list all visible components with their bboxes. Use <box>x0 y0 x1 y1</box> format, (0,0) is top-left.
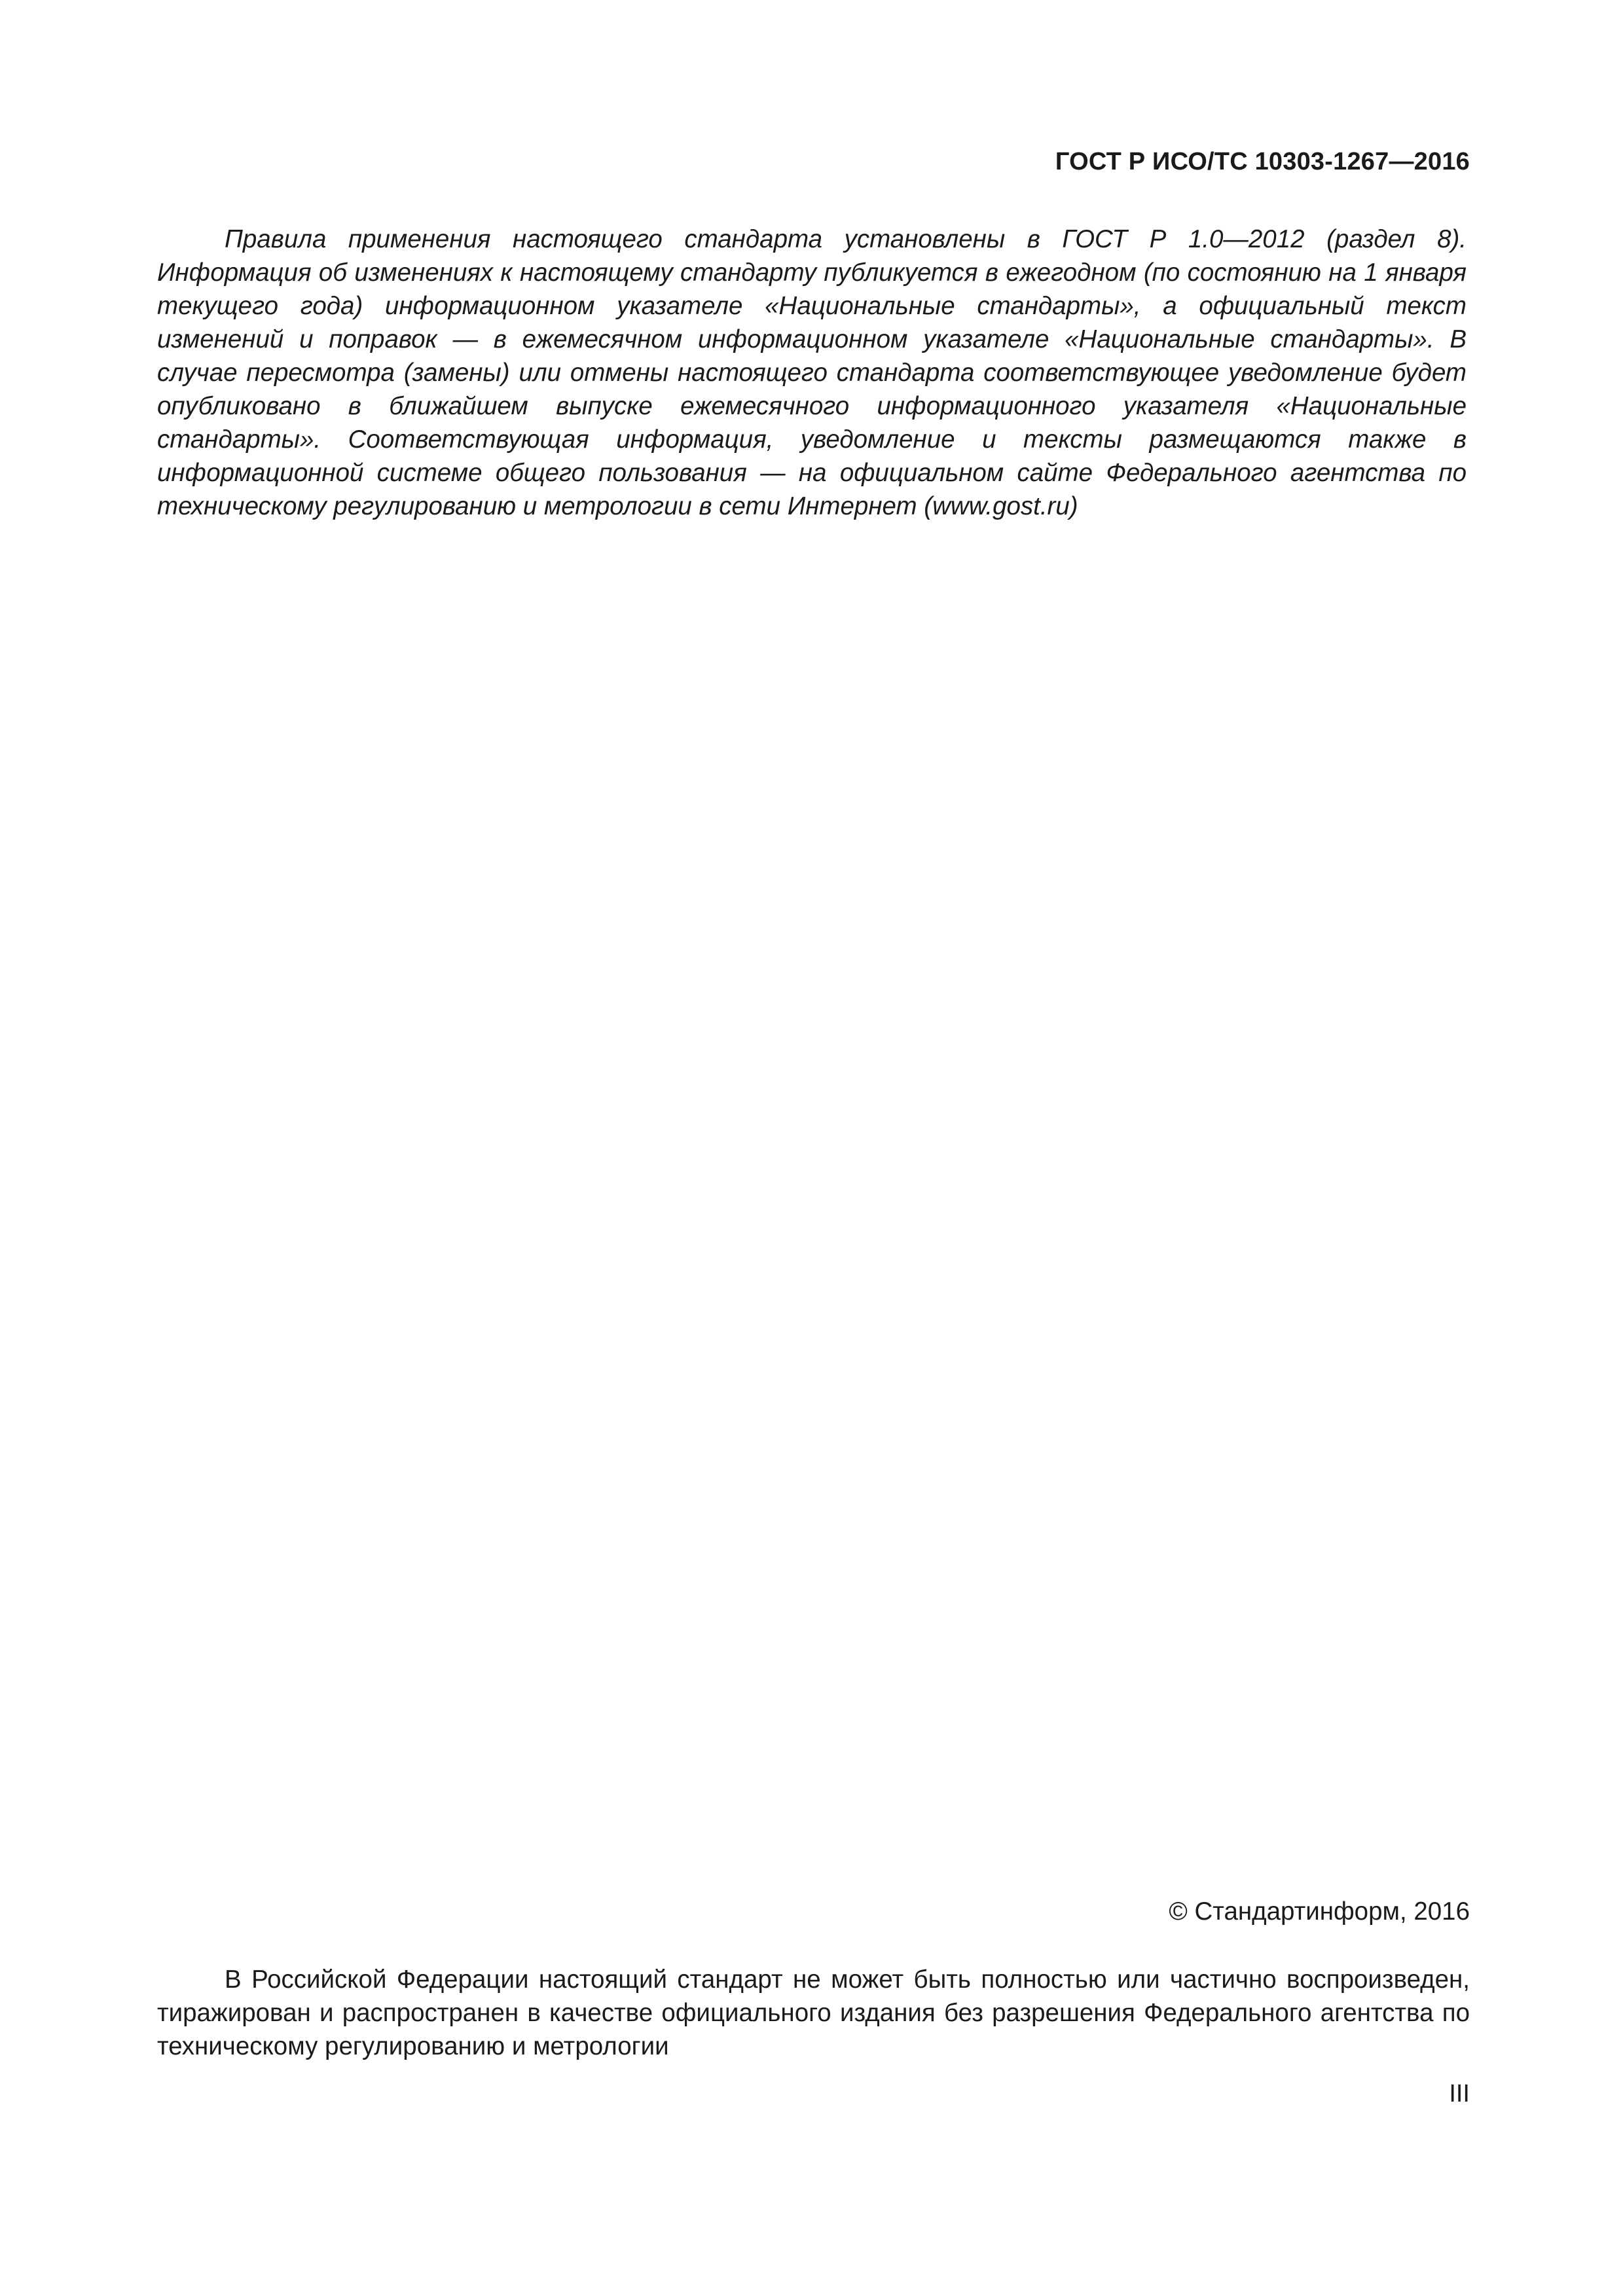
copyright-line: © Стандартинформ, 2016 <box>1169 1897 1470 1926</box>
document-code-header: ГОСТ Р ИСО/ТС 10303-1267—2016 <box>1055 148 1470 175</box>
standard-info-paragraph: Правила применения настоящего стандарта установлены в ГОСТ Р 1.0—2012 (раздел 8). Информация об изменениях к настоящему стандарту публикуется в ежегодном (по состоянию на 1 января текущего года) информационном указателе «Национальные стандарты», а официальный текст изменений и поправок — в ежемесячном информационном указателе «Национальные стандарты». В случае пересмотра (замены) или отмены настоящего стандарта соответствующее уведомление будет опубликовано в ближайшем выпуске ежемесячного информационного указателя «Национальные стандарты». Соответствующая информация, уведомление и тексты размещаются также в информационной системе общего пользования — на официальном сайте Федерального агентства по техническому регулированию и метрологии в сети Интернет (www.gost.ru) <box>157 225 1467 520</box>
reproduction-notice-paragraph: В Российской Федерации настоящий стандарт не может быть полностью или частично воспроизведен, тиражирован и распространен в качестве официального издания без разрешения Федерального агентства по техническому регулированию и метрологии <box>157 1965 1470 2060</box>
page-number: III <box>1449 2080 1470 2108</box>
